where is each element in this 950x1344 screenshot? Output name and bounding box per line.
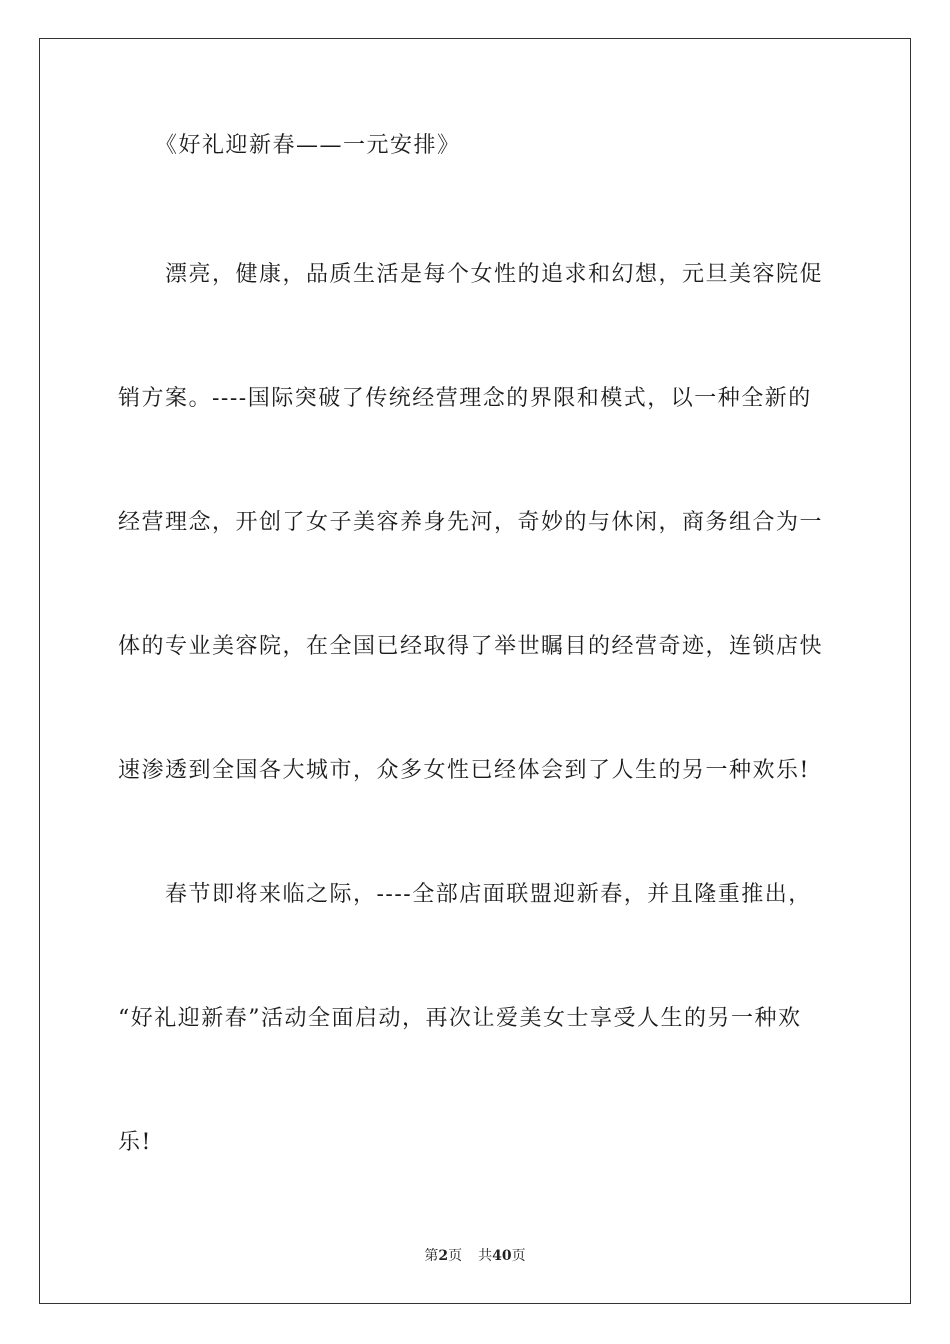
page-prefix: 第 [424,1248,439,1264]
page-suffix: 页 [448,1248,463,1264]
page-number: 2 [438,1248,449,1264]
page-footer [0,1246,950,1266]
total-suffix: 页 [511,1248,526,1264]
paragraph-line-4: 体的专业美容院，在全国已经取得了举世瞩目的经营奇迹，连锁店快 [118,634,824,659]
document-title: 《好礼迎新春——一元安排》 [155,133,461,158]
paragraph-line-2: 销方案。----国际突破了传统经营理念的界限和模式，以一种全新的 [118,386,812,411]
paragraph-line-6: 春节即将来临之际，----全部店面联盟迎新春，并且隆重推出， [165,882,812,907]
total-prefix: 共 [478,1248,493,1264]
paragraph-line-1: 漂亮，健康，品质生活是每个女性的追求和幻想，元旦美容院促 [165,262,824,287]
total-pages: 40 [492,1248,512,1264]
paragraph-line-8: 乐! [118,1130,152,1155]
paragraph-line-5: 速渗透到全国各大城市，众多女性已经体会到了人生的另一种欢乐! [118,758,810,783]
paragraph-line-3: 经营理念，开创了女子美容养身先河，奇妙的与休闲，商务组合为一 [118,510,824,535]
page-frame [39,38,911,1304]
paragraph-line-7: “好礼迎新春”活动全面启动，再次让爱美女士享受人生的另一种欢 [118,1006,802,1031]
